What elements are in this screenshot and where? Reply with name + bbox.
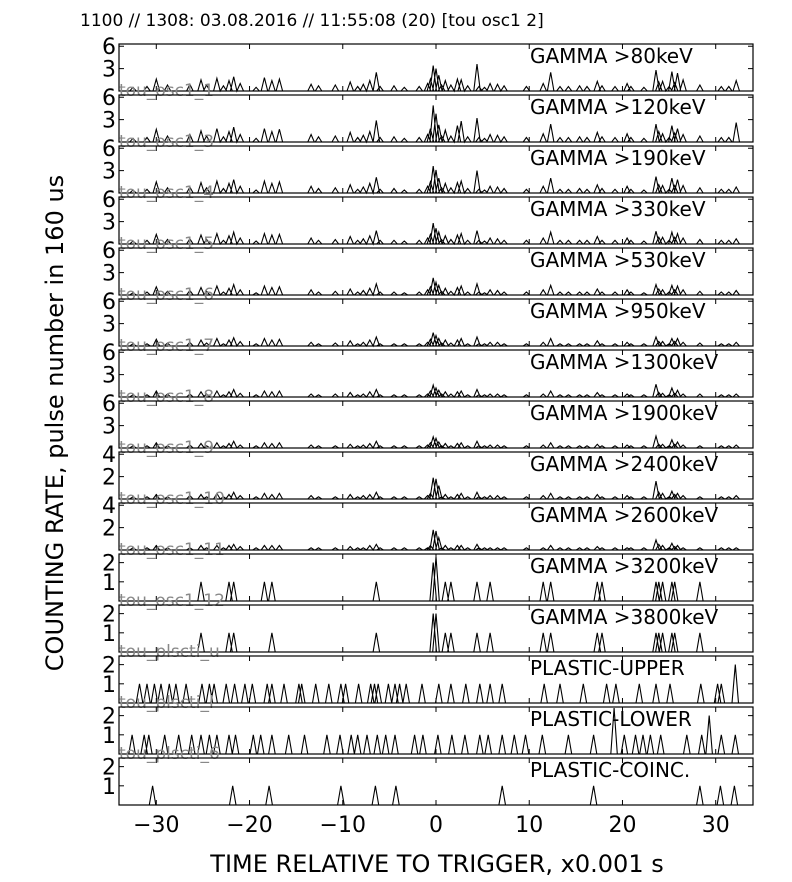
channel-id: tou_osc1_4 (119, 183, 215, 203)
channel-id: tou_osc1_5 (119, 234, 215, 254)
panel-label: GAMMA >120keV (530, 95, 706, 119)
series-line (119, 384, 753, 397)
series-line (119, 436, 753, 448)
channel-id: tou_osc1_11 (119, 540, 225, 560)
panels (102, 35, 753, 838)
channel-id: tou_plscti_l (119, 693, 214, 713)
header-title: 1100 // 1308: 03.08.2016 // 11:55:08 (20) [tou osc1 2] (80, 11, 544, 31)
panel-label: GAMMA >80keV (530, 44, 693, 68)
y-tick-label: 2 (102, 602, 116, 628)
series-line (119, 166, 753, 193)
y-tick-label: 3 (102, 57, 116, 83)
x-tick-label: 0 (429, 813, 443, 838)
panel-label: GAMMA >530keV (530, 248, 706, 272)
channel-id: tou_osc1_1 (119, 81, 215, 101)
y-tick-label: 2 (102, 551, 116, 577)
series-line (119, 223, 753, 244)
panel-label: GAMMA >3200keV (530, 554, 719, 578)
y-tick-label: 3 (102, 414, 116, 440)
y-tick-label: 2 (102, 653, 116, 679)
panel-label: GAMMA >1300keV (530, 350, 719, 374)
panel-label: GAMMA >950keV (530, 299, 706, 323)
y-tick-label: 6 (102, 86, 116, 112)
x-tick-label: 20 (608, 813, 637, 838)
y-tick-label: 3 (102, 159, 116, 185)
channel-id: tou_osc1_7 (119, 336, 215, 356)
panel-label: GAMMA >1900keV (530, 401, 719, 425)
panel-label: PLASTIC-UPPER (530, 656, 685, 680)
channel-id: tou_osc1_10 (119, 489, 225, 509)
channel-id: tou_osc1_6 (119, 285, 215, 305)
y-tick-label: 6 (102, 137, 116, 163)
x-axis-label: TIME RELATIVE TO TRIGGER, x0.001 s (210, 850, 664, 878)
channel-id: tou_plscti_u (119, 642, 220, 662)
y-tick-label: 2 (102, 704, 116, 730)
y-tick-label: 6 (102, 188, 116, 214)
channel-id: tou_osc1_9 (119, 438, 215, 458)
channel-id: tou_plscti_6 (119, 744, 220, 764)
channel-id: tou_osc1_3 (119, 132, 215, 152)
y-axis-label: COUNTING RATE, pulse number in 160 us (41, 174, 69, 672)
panel-label: PLASTIC-COINC. (530, 758, 691, 782)
y-tick-label: 3 (102, 108, 116, 134)
y-tick-label: 1 (102, 774, 116, 800)
y-tick-label: 1 (102, 570, 116, 596)
x-tick-label: 30 (701, 813, 730, 838)
panel-label: GAMMA >2600keV (530, 503, 719, 527)
series-line (119, 333, 753, 346)
y-tick-label: 4 (102, 494, 116, 520)
panel-label: GAMMA >2400keV (530, 452, 719, 476)
panel-label: GAMMA >190keV (530, 146, 706, 170)
y-tick-label: 6 (102, 239, 116, 265)
channel-id: tou_osc1_12 (119, 591, 225, 611)
x-tick-label: −30 (133, 813, 180, 838)
y-tick-label: 6 (102, 290, 116, 316)
series-line (119, 278, 753, 295)
y-tick-label: 6 (102, 35, 116, 61)
y-tick-label: 2 (102, 755, 116, 781)
y-tick-label: 3 (102, 312, 116, 338)
series-line (119, 64, 753, 91)
y-tick-label: 4 (102, 443, 116, 469)
x-tick-label: 10 (515, 813, 544, 838)
y-tick-label: 2 (102, 516, 116, 542)
y-tick-label: 6 (102, 392, 116, 418)
panel-label: GAMMA >3800keV (530, 605, 719, 629)
channel-id: tou_osc1_8 (119, 387, 215, 407)
y-tick-label: 3 (102, 261, 116, 287)
y-tick-label: 1 (102, 621, 116, 647)
y-tick-label: 1 (102, 672, 116, 698)
x-tick-label: −20 (226, 813, 273, 838)
panel-label: PLASTIC-LOWER (530, 707, 692, 731)
y-tick-label: 6 (102, 341, 116, 367)
panel-label: GAMMA >330keV (530, 197, 706, 221)
y-tick-label: 3 (102, 210, 116, 236)
x-tick-label: −10 (319, 813, 366, 838)
y-tick-label: 3 (102, 363, 116, 389)
y-tick-label: 1 (102, 723, 116, 749)
y-tick-label: 2 (102, 465, 116, 491)
